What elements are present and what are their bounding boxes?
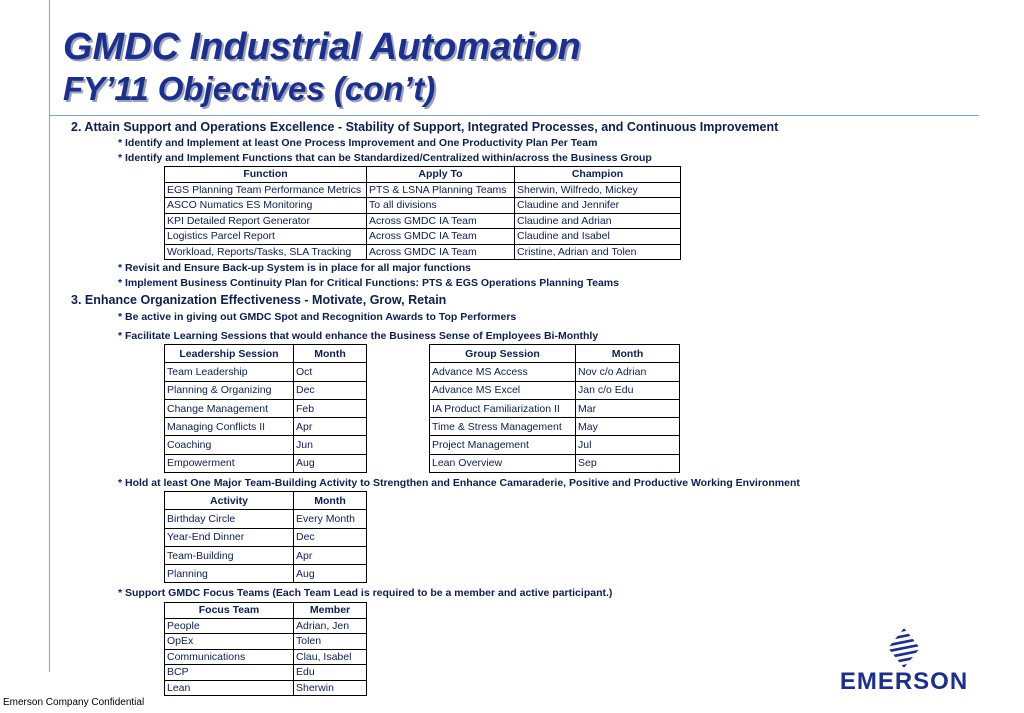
section-2-heading: 2. Attain Support and Operations Excellence - Stability of Support, Integrated Processes, and Continuous Improvement: [71, 120, 779, 134]
leadership-sessions-table: [164, 344, 367, 473]
table-row: [165, 680, 367, 696]
title-rule: [49, 115, 979, 116]
table-header-cell: Month: [294, 345, 367, 363]
table-header-cell: Apply To: [367, 167, 515, 183]
table-cell: Mar: [576, 399, 680, 417]
table-cell: Logistics Parcel Report: [165, 229, 367, 245]
section-3-bullet: * Be active in giving out GMDC Spot and Recognition Awards to Top Performers: [118, 311, 517, 323]
functions-table: [164, 166, 681, 260]
table-cell: Edu: [294, 665, 367, 681]
section-2-bullet: * Identify and Implement Functions that can be Standardized/Centralized within/across the Business Group: [118, 152, 652, 164]
table-row: [165, 182, 681, 198]
table-header-cell: Month: [294, 492, 367, 510]
table-cell: May: [576, 418, 680, 436]
table-cell: To all divisions: [367, 198, 515, 214]
table-row: [165, 528, 367, 546]
table-row: [165, 244, 681, 260]
table-cell: Across GMDC IA Team: [367, 244, 515, 260]
table-row: [165, 213, 681, 229]
table-header-row: [165, 345, 367, 363]
table-row: [430, 436, 680, 454]
table-cell: IA Product Familiarization II: [430, 399, 576, 417]
table-row: [165, 363, 367, 381]
table-row: [165, 565, 367, 583]
section-2-bullet: * Revisit and Ensure Back-up System is in place for all major functions: [118, 262, 472, 274]
emerson-diamond-icon: [888, 628, 920, 668]
table-cell: Aug: [294, 565, 367, 583]
section-3-heading: 3. Enhance Organization Effectiveness - Motivate, Grow, Retain: [71, 293, 447, 307]
table-row: [165, 198, 681, 214]
table-cell: Sep: [576, 454, 680, 472]
section-3-bullet: * Facilitate Learning Sessions that would enhance the Business Sense of Employees Bi-Monthly: [118, 330, 599, 342]
table-header-cell: Focus Team: [165, 603, 294, 619]
table-row: [165, 634, 367, 650]
table-header-cell: Leadership Session: [165, 345, 294, 363]
table-row: [165, 454, 367, 472]
table-cell: Advance MS Access: [430, 363, 576, 381]
table-row: [165, 649, 367, 665]
section-2-bullet: * Identify and Implement at least One Process Improvement and One Productivity Plan Per Team: [118, 137, 598, 149]
table-cell: Tolen: [294, 634, 367, 650]
table-row: [165, 229, 681, 245]
table-cell: Cristine, Adrian and Tolen: [515, 244, 681, 260]
focus-teams-table: [164, 602, 367, 696]
table-cell: Across GMDC IA Team: [367, 229, 515, 245]
group-sessions-table: [429, 344, 680, 473]
table-row: [165, 399, 367, 417]
table-cell: Communications: [165, 649, 294, 665]
table-header-cell: Member: [294, 603, 367, 619]
table-header-row: [165, 492, 367, 510]
table-cell: Planning: [165, 565, 294, 583]
table-cell: OpEx: [165, 634, 294, 650]
table-cell: Team Leadership: [165, 363, 294, 381]
table-header-row: [165, 167, 681, 183]
table-cell: Dec: [294, 528, 367, 546]
section-2-bullet: * Implement Business Continuity Plan for Critical Functions: PTS & EGS Operations Planning Teams: [118, 277, 619, 289]
table-cell: Project Management: [430, 436, 576, 454]
table-cell: Managing Conflicts II: [165, 418, 294, 436]
table-cell: PTS & LSNA Planning Teams: [367, 182, 515, 198]
table-cell: Planning & Organizing: [165, 381, 294, 399]
activity-table: [164, 491, 367, 583]
table-cell: Apr: [294, 546, 367, 564]
table-cell: Sherwin: [294, 680, 367, 696]
table-cell: Empowerment: [165, 454, 294, 472]
table-row: [165, 618, 367, 634]
confidential-footer: Emerson Company Confidential: [3, 697, 145, 708]
table-cell: Adrian, Jen: [294, 618, 367, 634]
table-cell: Apr: [294, 418, 367, 436]
table-cell: ASCO Numatics ES Monitoring: [165, 198, 367, 214]
table-cell: Sherwin, Wilfredo, Mickey: [515, 182, 681, 198]
table-cell: Lean Overview: [430, 454, 576, 472]
table-cell: Claudine and Jennifer: [515, 198, 681, 214]
emerson-logo: [826, 628, 982, 695]
table-header-cell: Champion: [515, 167, 681, 183]
table-cell: Lean: [165, 680, 294, 696]
table-cell: Time & Stress Management: [430, 418, 576, 436]
table-row: [430, 418, 680, 436]
table-cell: Advance MS Excel: [430, 381, 576, 399]
table-cell: Workload, Reports/Tasks, SLA Tracking: [165, 244, 367, 260]
table-cell: Claudine and Adrian: [515, 213, 681, 229]
table-cell: Jul: [576, 436, 680, 454]
table-cell: Claudine and Isabel: [515, 229, 681, 245]
table-cell: EGS Planning Team Performance Metrics: [165, 182, 367, 198]
table-cell: Year-End Dinner: [165, 528, 294, 546]
table-row: [165, 546, 367, 564]
table-cell: BCP: [165, 665, 294, 681]
table-cell: Feb: [294, 399, 367, 417]
left-rule: [49, 0, 50, 672]
table-cell: Birthday Circle: [165, 510, 294, 528]
table-cell: Team-Building: [165, 546, 294, 564]
table-cell: Across GMDC IA Team: [367, 213, 515, 229]
table-cell: KPI Detailed Report Generator: [165, 213, 367, 229]
table-cell: Every Month: [294, 510, 367, 528]
section-3-bullet: * Support GMDC Focus Teams (Each Team Lead is required to be a member and active participant.): [118, 587, 613, 599]
table-cell: Aug: [294, 454, 367, 472]
table-row: [165, 436, 367, 454]
table-cell: Oct: [294, 363, 367, 381]
table-cell: Jan c/o Edu: [576, 381, 680, 399]
table-row: [430, 454, 680, 472]
table-cell: Dec: [294, 381, 367, 399]
table-header-cell: Activity: [165, 492, 294, 510]
table-cell: Nov c/o Adrian: [576, 363, 680, 381]
emerson-wordmark: EMERSON: [839, 668, 969, 695]
table-row: [165, 510, 367, 528]
table-row: [430, 381, 680, 399]
table-cell: Coaching: [165, 436, 294, 454]
table-cell: People: [165, 618, 294, 634]
table-cell: Change Management: [165, 399, 294, 417]
table-cell: Jun: [294, 436, 367, 454]
section-3-bullet: * Hold at least One Major Team-Building Activity to Strengthen and Enhance Camaraderie, Positive and Productive Working Environment: [118, 477, 800, 489]
table-header-cell: Group Session: [430, 345, 576, 363]
table-header-cell: Month: [576, 345, 680, 363]
table-header-row: [165, 603, 367, 619]
table-row: [165, 381, 367, 399]
table-row: [165, 665, 367, 681]
table-row: [430, 399, 680, 417]
table-row: [165, 418, 367, 436]
page-subtitle: FY’11 Objectives (con’t): [63, 70, 436, 107]
table-header-row: [430, 345, 680, 363]
table-header-cell: Function: [165, 167, 367, 183]
table-cell: Clau, Isabel: [294, 649, 367, 665]
table-row: [430, 363, 680, 381]
page-title: GMDC Industrial Automation: [63, 26, 581, 68]
